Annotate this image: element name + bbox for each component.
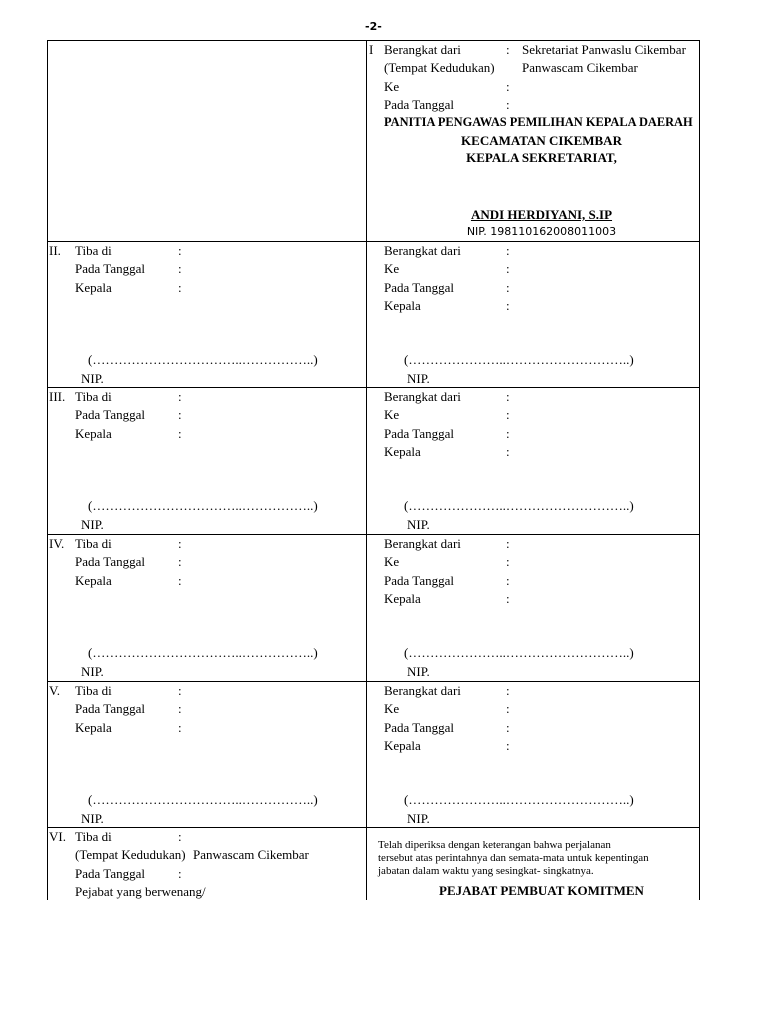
row-iv-numeral: IV. <box>49 536 65 551</box>
row-iv-depart-from-colon: : <box>506 536 510 551</box>
row-v-depart-nip-label: NIP. <box>407 811 430 826</box>
row-ii-arrive-colon: : <box>178 243 182 258</box>
organization-district: KECAMATAN CIKEMBAR <box>461 133 622 148</box>
row-v-numeral: V. <box>49 683 60 698</box>
row-iv-depart-nip-label: NIP. <box>407 664 430 679</box>
row-v-arrive-head-colon: : <box>178 719 182 735</box>
row-iii-numeral: III. <box>49 389 66 404</box>
signer-position: KEPALA SEKRETARIAT, <box>466 150 617 165</box>
row-vi-arrive-label: Tiba di <box>75 829 112 844</box>
row-vi-arrive-colon: : <box>178 829 182 844</box>
row-v-stop <box>48 681 699 827</box>
row-iii-depart-head-colon: : <box>506 444 510 459</box>
row-v-arrive-date-label: Pada Tanggal <box>75 701 145 717</box>
row-v-depart-head-label: Kepala <box>384 738 421 753</box>
row-i-depart-from-value: Sekretariat Panwaslu Cikembar <box>522 42 686 57</box>
row-iii-arrive-date-colon: : <box>178 407 182 423</box>
row-i-depart-from-label: Berangkat dari <box>384 42 461 57</box>
row-ii-depart-from-label: Berangkat dari <box>384 243 461 258</box>
row-ii-depart-date-colon: : <box>506 279 510 295</box>
row-v-arrive-label: Tiba di <box>75 683 112 698</box>
row-iv-arrive-head-label: Kepala <box>75 572 112 588</box>
row-ii-depart-signature-line: (…………………..………………………..) <box>404 352 634 367</box>
row-iii-depart-from-label: Berangkat dari <box>384 389 461 404</box>
row-vi-return <box>48 827 699 900</box>
row-vi-date-label: Pada Tanggal <box>75 865 145 881</box>
row-iv-depart-from-label: Berangkat dari <box>384 536 461 551</box>
row-i-departure <box>48 41 699 241</box>
row-v-arrive-date-colon: : <box>178 701 182 717</box>
page-number: -2- <box>365 20 382 33</box>
row-i-numeral: I <box>369 42 374 57</box>
row-i-to-label: Ke <box>384 78 400 94</box>
row-iii-depart-to-label: Ke <box>384 407 400 423</box>
row-v-depart-from-colon: : <box>506 683 510 698</box>
row-iii-depart-nip-label: NIP. <box>407 517 430 532</box>
row-iii-depart-signature-line: (…………………..………………………..) <box>404 498 634 513</box>
row-v-depart-date-label: Pada Tanggal <box>384 719 454 735</box>
row-ii-depart-head-label: Kepala <box>384 298 421 313</box>
row-i-to-colon: : <box>506 78 510 94</box>
row-iv-depart-to-label: Ke <box>384 554 400 570</box>
row-ii-arrive-signature-line: (……………………………..……………..) <box>88 352 318 367</box>
row-vi-statement-line-1: Telah diperiksa dengan keterangan bahwa perjalanan <box>378 839 611 851</box>
row-iii-arrive-head-label: Kepala <box>75 425 112 441</box>
row-iii-arrive-nip-label: NIP. <box>81 517 104 532</box>
row-v-depart-from-label: Berangkat dari <box>384 683 461 698</box>
row-ii-arrive-head-label: Kepala <box>75 279 112 295</box>
row-vi-statement-line-3: jabatan dalam waktu yang sesingkat- singkatnya. <box>378 865 594 877</box>
row-ii-stop <box>48 241 699 387</box>
row-ii-depart-to-label: Ke <box>384 261 400 277</box>
row-iii-depart-to-colon: : <box>506 407 510 423</box>
row-iii-arrive-head-colon: : <box>178 425 182 441</box>
row-ii-arrive-date-colon: : <box>178 261 182 277</box>
row-iv-depart-date-label: Pada Tanggal <box>384 572 454 588</box>
row-vi-numeral: VI. <box>49 829 66 844</box>
row-ii-arrive-label: Tiba di <box>75 243 112 258</box>
row-vi-home-base-label: (Tempat Kedudukan) <box>75 847 186 863</box>
row-vi-officer-title: PEJABAT PEMBUAT KOMITMEN <box>439 883 644 898</box>
row-v-arrive-signature-line: (……………………………..……………..) <box>88 792 318 807</box>
row-iv-arrive-colon: : <box>178 536 182 551</box>
row-i-home-base-label: (Tempat Kedudukan) <box>384 60 495 76</box>
row-iii-arrive-signature-line: (……………………………..……………..) <box>88 498 318 513</box>
row-ii-numeral: II. <box>49 243 61 258</box>
organization-name: PANITIA PENGAWAS PEMILIHAN KEPALA DAERAH <box>384 115 693 129</box>
row-ii-arrive-date-label: Pada Tanggal <box>75 261 145 277</box>
row-ii-depart-head-colon: : <box>506 298 510 313</box>
row-iii-depart-date-colon: : <box>506 425 510 441</box>
signer-name: ANDI HERDIYANI, S.IP <box>470 207 613 222</box>
row-v-depart-to-label: Ke <box>384 701 400 717</box>
row-vi-statement-line-2: tersebut atas perintahnya dan semata-mata untuk kepentingan <box>378 852 649 864</box>
row-iv-arrive-label: Tiba di <box>75 536 112 551</box>
row-iv-arrive-signature-line: (……………………………..……………..) <box>88 645 318 660</box>
row-v-depart-date-colon: : <box>506 719 510 735</box>
row-iii-depart-head-label: Kepala <box>384 444 421 459</box>
row-iv-depart-date-colon: : <box>506 572 510 588</box>
row-iv-arrive-date-label: Pada Tanggal <box>75 554 145 570</box>
row-ii-arrive-head-colon: : <box>178 279 182 295</box>
row-vi-date-colon: : <box>178 865 182 881</box>
row-v-depart-signature-line: (…………………..………………………..) <box>404 792 634 807</box>
row-v-arrive-head-label: Kepala <box>75 719 112 735</box>
signer-nip: NIP. 198110162008011003 <box>466 225 617 238</box>
row-i-date-colon: : <box>506 97 510 112</box>
row-ii-depart-date-label: Pada Tanggal <box>384 279 454 295</box>
row-iii-stop <box>48 387 699 534</box>
travel-endorsement-table <box>47 40 700 900</box>
row-vi-authorized-official-label: Pejabat yang berwenang/ <box>75 884 206 899</box>
row-iv-arrive-nip-label: NIP. <box>81 664 104 679</box>
row-i-home-base-value: Panwascam Cikembar <box>522 60 638 76</box>
row-i-depart-from-colon: : <box>506 42 510 57</box>
row-iii-arrive-colon: : <box>178 389 182 404</box>
row-iv-depart-head-colon: : <box>506 591 510 606</box>
row-iv-depart-signature-line: (…………………..………………………..) <box>404 645 634 660</box>
row-ii-arrive-nip-label: NIP. <box>81 371 104 386</box>
row-iii-arrive-date-label: Pada Tanggal <box>75 407 145 423</box>
row-ii-depart-from-colon: : <box>506 243 510 258</box>
row-iv-arrive-date-colon: : <box>178 554 182 570</box>
row-v-arrive-nip-label: NIP. <box>81 811 104 826</box>
row-iv-depart-head-label: Kepala <box>384 591 421 606</box>
row-iii-depart-date-label: Pada Tanggal <box>384 425 454 441</box>
row-iii-depart-from-colon: : <box>506 389 510 404</box>
row-ii-depart-to-colon: : <box>506 261 510 277</box>
row-vi-home-base-value: Panwascam Cikembar <box>193 847 309 863</box>
row-iv-depart-to-colon: : <box>506 554 510 570</box>
row-v-depart-head-colon: : <box>506 738 510 753</box>
row-iv-stop <box>48 534 699 681</box>
row-i-date-label: Pada Tanggal <box>384 97 454 112</box>
row-iv-arrive-head-colon: : <box>178 572 182 588</box>
row-iii-arrive-label: Tiba di <box>75 389 112 404</box>
row-v-depart-to-colon: : <box>506 701 510 717</box>
row-v-arrive-colon: : <box>178 683 182 698</box>
row-ii-depart-nip-label: NIP. <box>407 371 430 386</box>
